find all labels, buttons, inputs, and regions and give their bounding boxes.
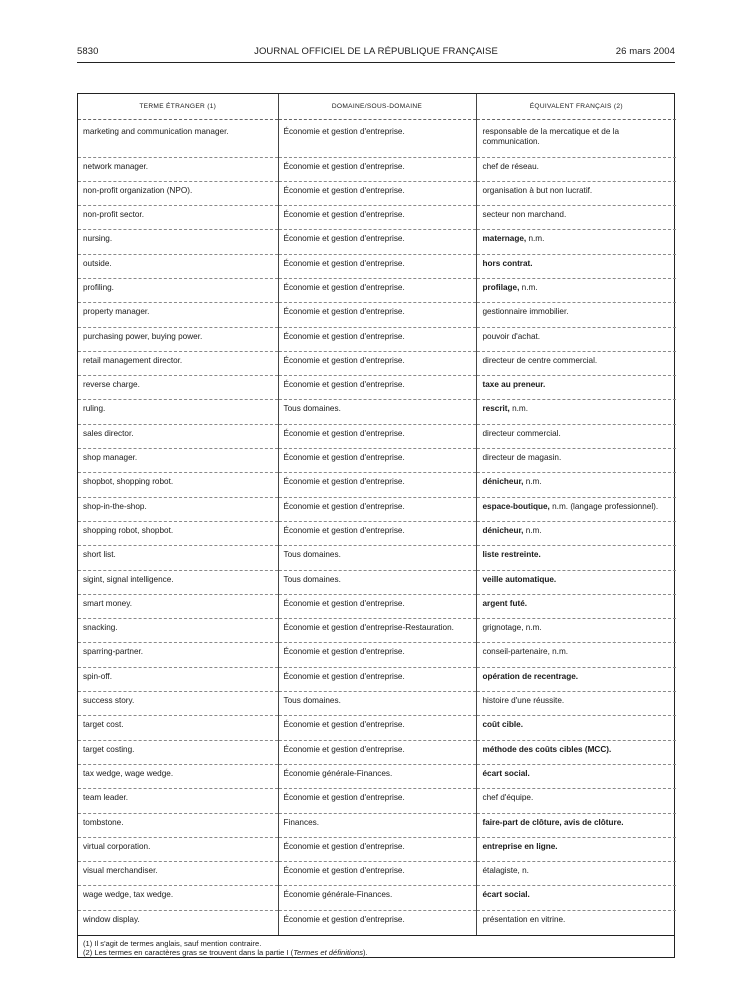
- french-equivalent-cell: [476, 862, 676, 886]
- foreign-term-cell: sales director.: [78, 424, 278, 448]
- french-equivalent-cell: [476, 837, 676, 861]
- equivalent-bold-term: faire-part de clôture, avis de clôture.: [482, 817, 624, 827]
- foreign-term-cell: shopbot, shopping robot.: [78, 473, 278, 497]
- foreign-term-cell: non-profit organization (NPO).: [78, 181, 278, 205]
- page-header: [77, 44, 675, 62]
- equivalent-text: directeur de magasin.: [482, 453, 562, 463]
- table-body: [78, 119, 676, 935]
- french-equivalent-cell: [476, 594, 676, 618]
- table-row: [78, 764, 676, 788]
- foreign-term-cell: marketing and communication manager.: [78, 119, 278, 157]
- domain-cell: Tous domaines.: [278, 692, 476, 716]
- table-row: [78, 376, 676, 400]
- equivalent-text: étalagiste, n.: [482, 866, 529, 876]
- foreign-term-cell: tax wedge, wage wedge.: [78, 764, 278, 788]
- table-row: [78, 619, 676, 643]
- equivalent-text: organisation à but non lucratif.: [482, 185, 593, 195]
- french-equivalent-cell: [476, 886, 676, 910]
- french-equivalent-cell: [476, 181, 676, 205]
- french-equivalent-cell: [476, 546, 676, 570]
- table-row: [78, 119, 676, 157]
- foreign-term-cell: target costing.: [78, 740, 278, 764]
- table-row: [78, 303, 676, 327]
- equivalent-text: présentation en vitrine.: [482, 914, 566, 924]
- french-equivalent-cell: [476, 667, 676, 691]
- french-equivalent-cell: [476, 910, 676, 934]
- domain-cell: Économie et gestion d'entreprise.: [278, 716, 476, 740]
- equivalent-text: n.m.: [523, 525, 542, 535]
- french-equivalent-cell: [476, 643, 676, 667]
- equivalent-text: directeur commercial.: [482, 428, 561, 438]
- domain-cell: Économie et gestion d'entreprise.: [278, 181, 476, 205]
- domain-cell: Économie et gestion d'entreprise.: [278, 837, 476, 861]
- terminology-table-frame: [77, 93, 675, 958]
- foreign-term-cell: smart money.: [78, 594, 278, 618]
- french-equivalent-cell: [476, 570, 676, 594]
- equivalent-text: pouvoir d'achat.: [482, 331, 541, 341]
- domain-cell: Économie générale-Finances.: [278, 764, 476, 788]
- table-row: [78, 740, 676, 764]
- foreign-term-cell: shop manager.: [78, 449, 278, 473]
- equivalent-text: histoire d'une réussite.: [482, 696, 565, 706]
- domain-cell: Économie et gestion d'entreprise.: [278, 327, 476, 351]
- equivalent-bold-term: veille automatique.: [482, 574, 557, 584]
- french-equivalent-cell: [476, 351, 676, 375]
- foreign-term-cell: target cost.: [78, 716, 278, 740]
- domain-cell: Économie et gestion d'entreprise.: [278, 740, 476, 764]
- domain-cell: Économie et gestion d'entreprise.: [278, 449, 476, 473]
- domain-cell: Économie et gestion d'entreprise-Restauration.: [278, 619, 476, 643]
- footnote-2-prefix: (2) Les termes en caractères gras se trouvent dans la partie I (: [83, 947, 294, 957]
- table-row: [78, 230, 676, 254]
- domain-cell: Économie et gestion d'entreprise.: [278, 643, 476, 667]
- domain-cell: Économie et gestion d'entreprise.: [278, 910, 476, 934]
- french-equivalent-cell: [476, 206, 676, 230]
- table-row: [78, 157, 676, 181]
- domain-cell: Économie et gestion d'entreprise.: [278, 206, 476, 230]
- table-row: [78, 327, 676, 351]
- foreign-term-cell: nursing.: [78, 230, 278, 254]
- foreign-term-cell: virtual corporation.: [78, 837, 278, 861]
- table-row: [78, 837, 676, 861]
- domain-cell: Économie et gestion d'entreprise.: [278, 594, 476, 618]
- table-row: [78, 181, 676, 205]
- domain-cell: Économie et gestion d'entreprise.: [278, 157, 476, 181]
- equivalent-bold-term: profilage,: [482, 282, 520, 292]
- foreign-term-cell: sigint, signal intelligence.: [78, 570, 278, 594]
- domain-cell: Économie et gestion d'entreprise.: [278, 424, 476, 448]
- domain-cell: Économie et gestion d'entreprise.: [278, 254, 476, 278]
- table-row: [78, 546, 676, 570]
- domain-cell: Finances.: [278, 813, 476, 837]
- domain-cell: Économie et gestion d'entreprise.: [278, 303, 476, 327]
- footnotes: [78, 935, 674, 965]
- equivalent-text: n.m.: [523, 477, 542, 487]
- french-equivalent-cell: [476, 619, 676, 643]
- header-rule: [77, 62, 675, 63]
- foreign-term-cell: shopping robot, shopbot.: [78, 521, 278, 545]
- french-equivalent-cell: [476, 376, 676, 400]
- domain-cell: Économie et gestion d'entreprise.: [278, 667, 476, 691]
- domain-cell: Tous domaines.: [278, 546, 476, 570]
- domain-cell: Économie et gestion d'entreprise.: [278, 230, 476, 254]
- equivalent-text: n.m.: [526, 234, 545, 244]
- french-equivalent-cell: [476, 327, 676, 351]
- equivalent-bold-term: méthode des coûts cibles (MCC).: [482, 744, 612, 754]
- table-row: [78, 570, 676, 594]
- column-header-foreign-term: TERME ÉTRANGER (1): [78, 94, 278, 119]
- table-row: [78, 521, 676, 545]
- equivalent-bold-term: maternage,: [482, 234, 527, 244]
- equivalent-bold-term: entreprise en ligne.: [482, 841, 558, 851]
- publication-date: 26 mars 2004: [615, 46, 675, 57]
- table-row: [78, 594, 676, 618]
- foreign-term-cell: short list.: [78, 546, 278, 570]
- table-row: [78, 449, 676, 473]
- terminology-table: [78, 94, 676, 935]
- table-row: [78, 473, 676, 497]
- foreign-term-cell: non-profit sector.: [78, 206, 278, 230]
- equivalent-text: directeur de centre commercial.: [482, 355, 598, 365]
- foreign-term-cell: success story.: [78, 692, 278, 716]
- equivalent-bold-term: argent futé.: [482, 598, 528, 608]
- french-equivalent-cell: [476, 400, 676, 424]
- footnote-2-italic: Termes et définitions: [293, 947, 363, 957]
- french-equivalent-cell: [476, 230, 676, 254]
- equivalent-bold-term: rescrit,: [482, 404, 510, 414]
- table-row: [78, 278, 676, 302]
- foreign-term-cell: visual merchandiser.: [78, 862, 278, 886]
- equivalent-bold-term: dénicheur,: [482, 525, 524, 535]
- french-equivalent-cell: [476, 764, 676, 788]
- equivalent-text: n.m. (langage professionnel).: [549, 501, 659, 511]
- foreign-term-cell: property manager.: [78, 303, 278, 327]
- footnote-2-suffix: ).: [363, 947, 368, 957]
- equivalent-text: responsable de la mercatique et de la communication.: [482, 126, 620, 146]
- foreign-term-cell: tombstone.: [78, 813, 278, 837]
- equivalent-text: conseil-partenaire, n.m.: [482, 647, 569, 657]
- equivalent-text: chef d'équipe.: [482, 793, 534, 803]
- french-equivalent-cell: [476, 254, 676, 278]
- domain-cell: Économie générale-Finances.: [278, 886, 476, 910]
- equivalent-bold-term: espace-boutique,: [482, 501, 550, 511]
- column-header-french-equivalent: ÉQUIVALENT FRANÇAIS (2): [476, 94, 676, 119]
- table-row: [78, 400, 676, 424]
- domain-cell: Tous domaines.: [278, 570, 476, 594]
- table-row: [78, 886, 676, 910]
- table-row: [78, 716, 676, 740]
- table-row: [78, 692, 676, 716]
- equivalent-text: n.m.: [509, 404, 529, 414]
- footnote-1: (1) Il s'agit de termes anglais, sauf mention contraire.: [83, 938, 262, 948]
- french-equivalent-cell: [476, 740, 676, 764]
- foreign-term-cell: ruling.: [78, 400, 278, 424]
- foreign-term-cell: network manager.: [78, 157, 278, 181]
- foreign-term-cell: outside.: [78, 254, 278, 278]
- footnote-2: [83, 948, 674, 957]
- french-equivalent-cell: [476, 473, 676, 497]
- domain-cell: Économie et gestion d'entreprise.: [278, 497, 476, 521]
- french-equivalent-cell: [476, 521, 676, 545]
- column-header-domain: DOMAINE/SOUS-DOMAINE: [278, 94, 476, 119]
- french-equivalent-cell: [476, 716, 676, 740]
- french-equivalent-cell: [476, 157, 676, 181]
- foreign-term-cell: window display.: [83, 914, 140, 924]
- equivalent-text: gestionnaire immobilier.: [482, 307, 569, 317]
- french-equivalent-cell: [476, 449, 676, 473]
- foreign-term-cell: reverse charge.: [78, 376, 278, 400]
- french-equivalent-cell: [476, 303, 676, 327]
- equivalent-bold-term: hors contrat.: [482, 258, 533, 268]
- table-row: [78, 910, 676, 934]
- french-equivalent-cell: [476, 813, 676, 837]
- domain-cell: Économie et gestion d'entreprise.: [278, 521, 476, 545]
- foreign-term-cell: wage wedge, tax wedge.: [78, 886, 278, 910]
- table-row: [78, 497, 676, 521]
- foreign-term-cell: shop-in-the-shop.: [78, 497, 278, 521]
- french-equivalent-cell: [476, 278, 676, 302]
- table-row: [78, 667, 676, 691]
- equivalent-text: secteur non marchand.: [482, 210, 567, 220]
- table-row: [78, 351, 676, 375]
- equivalent-text: grignotage, n.m.: [482, 623, 542, 633]
- foreign-term-cell: spin-off.: [78, 667, 278, 691]
- equivalent-text: n.m.: [519, 282, 538, 292]
- french-equivalent-cell: [476, 119, 676, 157]
- french-equivalent-cell: [476, 424, 676, 448]
- table-row: [78, 862, 676, 886]
- domain-cell: Économie et gestion d'entreprise.: [278, 376, 476, 400]
- equivalent-text: chef de réseau.: [482, 161, 539, 171]
- table-row: [78, 206, 676, 230]
- domain-cell: Économie et gestion d'entreprise.: [278, 119, 476, 157]
- table-header-row: [78, 94, 676, 119]
- domain-cell: Économie et gestion d'entreprise.: [278, 473, 476, 497]
- equivalent-bold-term: écart social.: [482, 768, 530, 778]
- page-number: 5830: [77, 46, 99, 57]
- equivalent-bold-term: coût cible.: [482, 720, 523, 730]
- foreign-term-cell: team leader.: [78, 789, 278, 813]
- equivalent-bold-term: dénicheur,: [482, 477, 524, 487]
- foreign-term-cell: profiling.: [78, 278, 278, 302]
- journal-title: JOURNAL OFFICIEL DE LA RÉPUBLIQUE FRANÇAISE: [254, 46, 498, 57]
- equivalent-bold-term: opération de recentrage.: [482, 671, 579, 681]
- table-row: [78, 424, 676, 448]
- equivalent-bold-term: liste restreinte.: [482, 550, 541, 560]
- foreign-term-cell: snacking.: [78, 619, 278, 643]
- equivalent-bold-term: taxe au preneur.: [482, 380, 546, 390]
- table-row: [78, 789, 676, 813]
- table-row: [78, 813, 676, 837]
- equivalent-bold-term: écart social.: [482, 890, 530, 900]
- french-equivalent-cell: [476, 692, 676, 716]
- foreign-term-cell: sparring-partner.: [78, 643, 278, 667]
- domain-cell: Économie et gestion d'entreprise.: [278, 351, 476, 375]
- domain-cell: Économie et gestion d'entreprise.: [278, 789, 476, 813]
- table-row: [78, 254, 676, 278]
- french-equivalent-cell: [476, 497, 676, 521]
- foreign-term-cell: retail management director.: [78, 351, 278, 375]
- domain-cell: Économie et gestion d'entreprise.: [278, 278, 476, 302]
- foreign-term-cell: purchasing power, buying power.: [78, 327, 278, 351]
- table-row: [78, 643, 676, 667]
- domain-cell: Économie et gestion d'entreprise.: [278, 862, 476, 886]
- french-equivalent-cell: [476, 789, 676, 813]
- domain-cell: Tous domaines.: [278, 400, 476, 424]
